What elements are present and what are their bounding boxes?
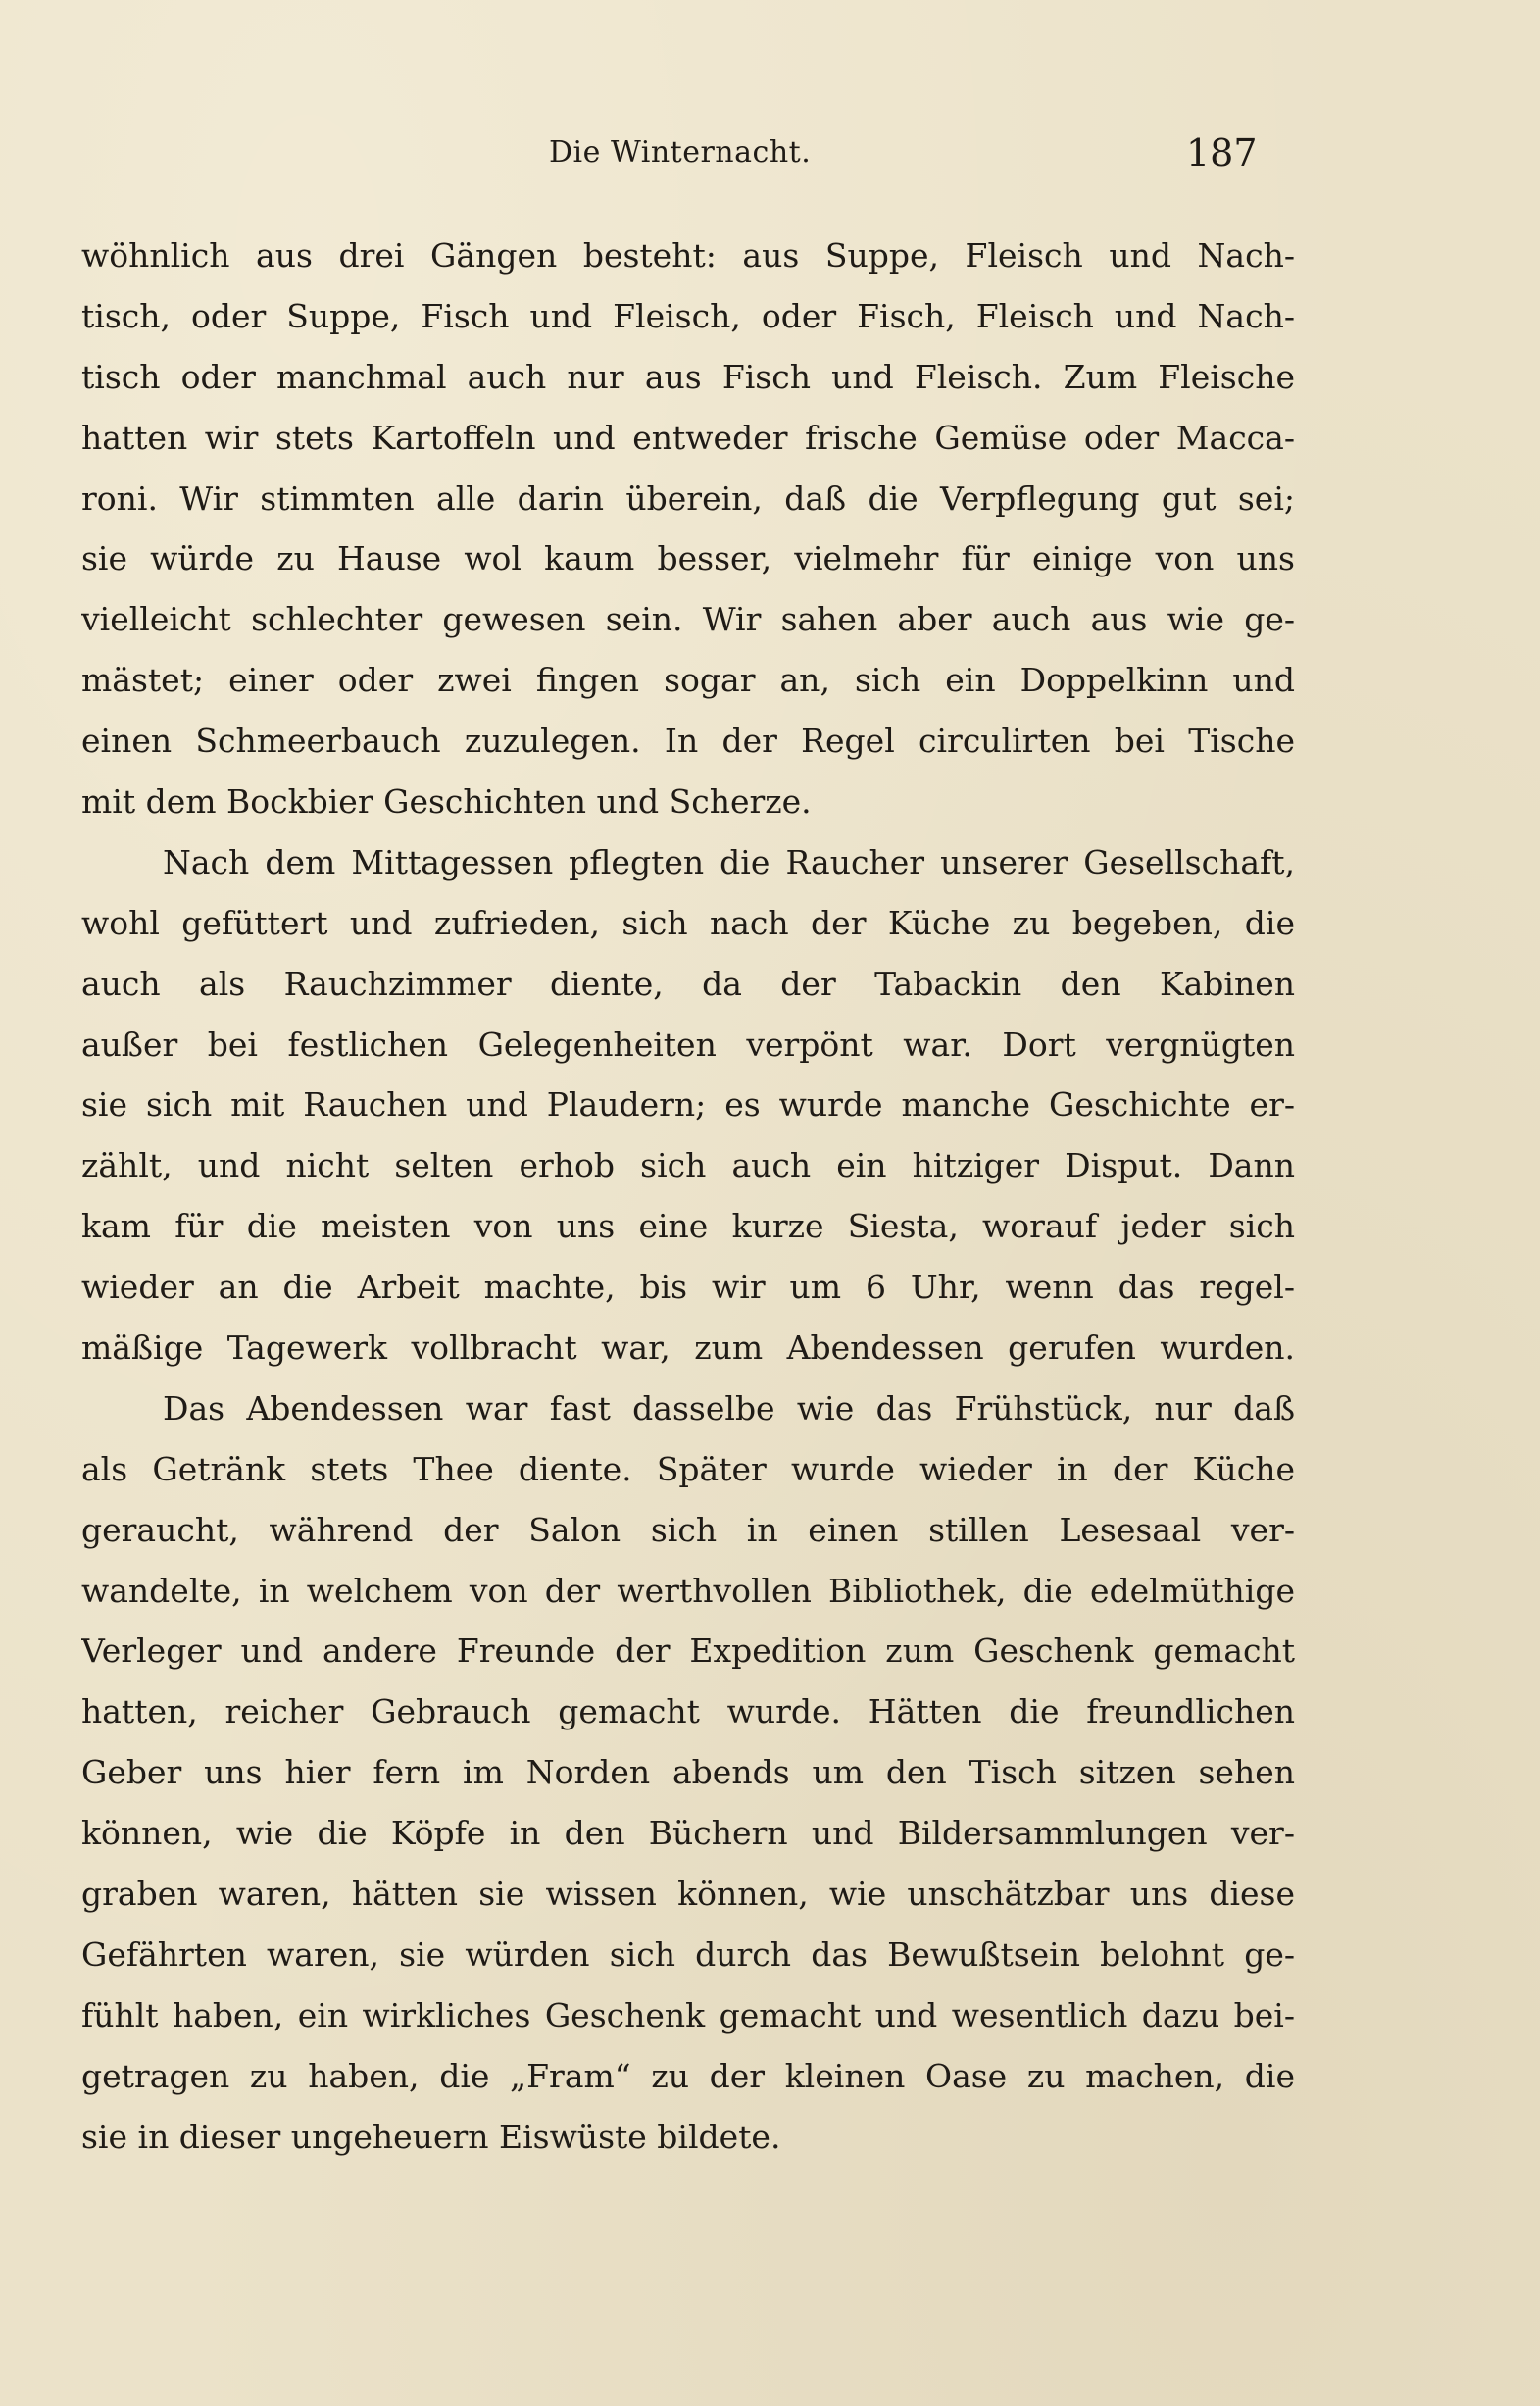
text-line: kam für die meisten von uns eine kurze Siesta, worauf jeder sich <box>81 1207 1295 1246</box>
text-line: sie sich mit Rauchen und Plaudern; es wurde manche Geschichte er- <box>81 1085 1295 1125</box>
text-line: einen Schmeerbauch zuzulegen. In der Regel circulirten bei Tische <box>81 722 1295 761</box>
text-line: roni. Wir stimmten alle darin überein, daß die Verpflegung gut sei; <box>81 478 1295 518</box>
text-line: vielleicht schlechter gewesen sein. Wir sahen aber auch aus wie ge- <box>81 600 1295 639</box>
text-line: mästet; einer oder zwei fingen sogar an, sich ein Doppelkinn und <box>81 661 1295 700</box>
body-text <box>81 226 1295 2168</box>
text-line: mäßige Tagewerk vollbracht war, zum Abendessen gerufen wurden. <box>81 1328 1295 1368</box>
text-line: tisch, oder Suppe, Fisch und Fleisch, oder Fisch, Fleisch und Nach- <box>81 296 1295 335</box>
text-line: wieder an die Arbeit machte, bis wir um 6 Uhr, wenn das regel- <box>81 1268 1295 1307</box>
text-line: außer bei festlichen Gelegenheiten verpönt war. Dort vergnügten <box>81 1025 1295 1064</box>
text-line: wandelte, in welchem von der werthvollen Bibliothek, die edelmüthige <box>81 1571 1295 1610</box>
text-line: hatten, reicher Gebrauch gemacht wurde. Hätten die freundlichen <box>81 1692 1295 1731</box>
text-line: getragen zu haben, die „Fram“ zu der kleinen Oase zu machen, die <box>81 2056 1295 2095</box>
text-line: als Getränk stets Thee diente. Später wurde wieder in der Küche <box>81 1449 1295 1488</box>
text-line: tisch oder manchmal auch nur aus Fisch und Fleisch. Zum Fleische <box>81 357 1295 396</box>
text-line: Verleger und andere Freunde der Expedition zum Geschenk gemacht <box>81 1631 1295 1671</box>
paragraph-last-line: sie in dieser ungeheuern Eiswüste bildete. <box>81 2117 781 2156</box>
text-line: zählt, und nicht selten erhob sich auch ein hitziger Disput. Dann <box>81 1146 1295 1185</box>
paragraph-first-line: Nach dem Mittagessen pflegten die Raucher unserer Gesellschaft, <box>163 842 1295 881</box>
paragraph-first-line: Das Abendessen war fast dasselbe wie das Frühstück, nur daß <box>163 1388 1295 1428</box>
text-line: Gefährten waren, sie würden sich durch das Bewußtsein belohnt ge- <box>81 1934 1295 1974</box>
text-line: graben waren, hätten sie wissen können, wie unschätzbar uns diese <box>81 1875 1295 1914</box>
text-line: geraucht, während der Salon sich in einen stillen Lesesaal ver- <box>81 1510 1295 1549</box>
text-line: Geber uns hier fern im Norden abends um den Tisch sitzen sehen <box>81 1753 1295 1792</box>
paragraph-last-line: mit dem Bockbier Geschichten und Scherze. <box>81 782 812 822</box>
text-line: sie würde zu Hause wol kaum besser, vielmehr für einige von uns <box>81 539 1295 578</box>
text-line: hatten wir stets Kartoffeln und entweder frische Gemüse oder Macca- <box>81 418 1295 457</box>
text-line: können, wie die Köpfe in den Büchern und Bildersammlungen ver- <box>81 1814 1295 1853</box>
text-line: auch als Rauchzimmer diente, da der Tabackin den Kabinen <box>81 964 1295 1003</box>
running-title: Die Winternacht. <box>549 135 812 170</box>
text-line: fühlt haben, ein wirkliches Geschenk gemacht und wesentlich dazu bei- <box>81 1995 1295 2034</box>
page-number: 187 <box>1186 131 1258 175</box>
text-line: wohl gefüttert und zufrieden, sich nach der Küche zu begeben, die <box>81 903 1295 942</box>
text-line: wöhnlich aus drei Gängen besteht: aus Suppe, Fleisch und Nach- <box>81 236 1295 275</box>
